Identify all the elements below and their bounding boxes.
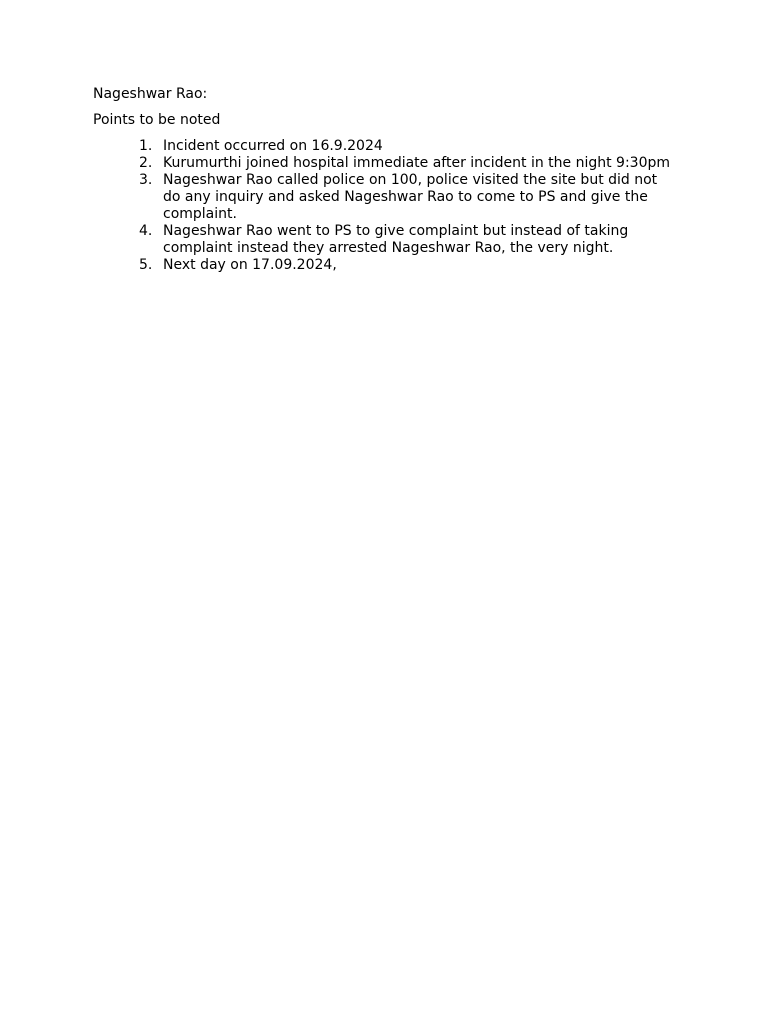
- document-body: [93, 86, 673, 274]
- points-list: [93, 138, 673, 274]
- list-item-number: 5.: [139, 257, 153, 273]
- list-item-text: Next day on 17.09.2024,: [163, 257, 337, 273]
- points-subheading: Points to be noted: [93, 112, 221, 128]
- list-item-text: Nageshwar Rao called police on 100, police visited the site but did not do any inquiry and asked Nageshwar Rao to come to PS and give the complaint.: [163, 172, 658, 222]
- list-item-number: 1.: [139, 138, 153, 154]
- list-item-number: 2.: [139, 155, 153, 171]
- list-item-text: Kurumurthi joined hospital immediate after incident in the night 9:30pm: [163, 155, 671, 171]
- document-heading: Nageshwar Rao:: [93, 86, 208, 102]
- list-item: [93, 172, 673, 223]
- list-item: [93, 257, 673, 274]
- list-item-text: Incident occurred on 16.9.2024: [163, 138, 383, 154]
- list-item-number: 3.: [139, 172, 153, 188]
- list-item-text: Nageshwar Rao went to PS to give complaint but instead of taking complaint instead they arrested Nageshwar Rao, the very night.: [163, 223, 629, 256]
- list-item: [93, 155, 673, 172]
- list-item: [93, 138, 673, 155]
- list-item-number: 4.: [139, 223, 153, 239]
- list-item: [93, 223, 673, 257]
